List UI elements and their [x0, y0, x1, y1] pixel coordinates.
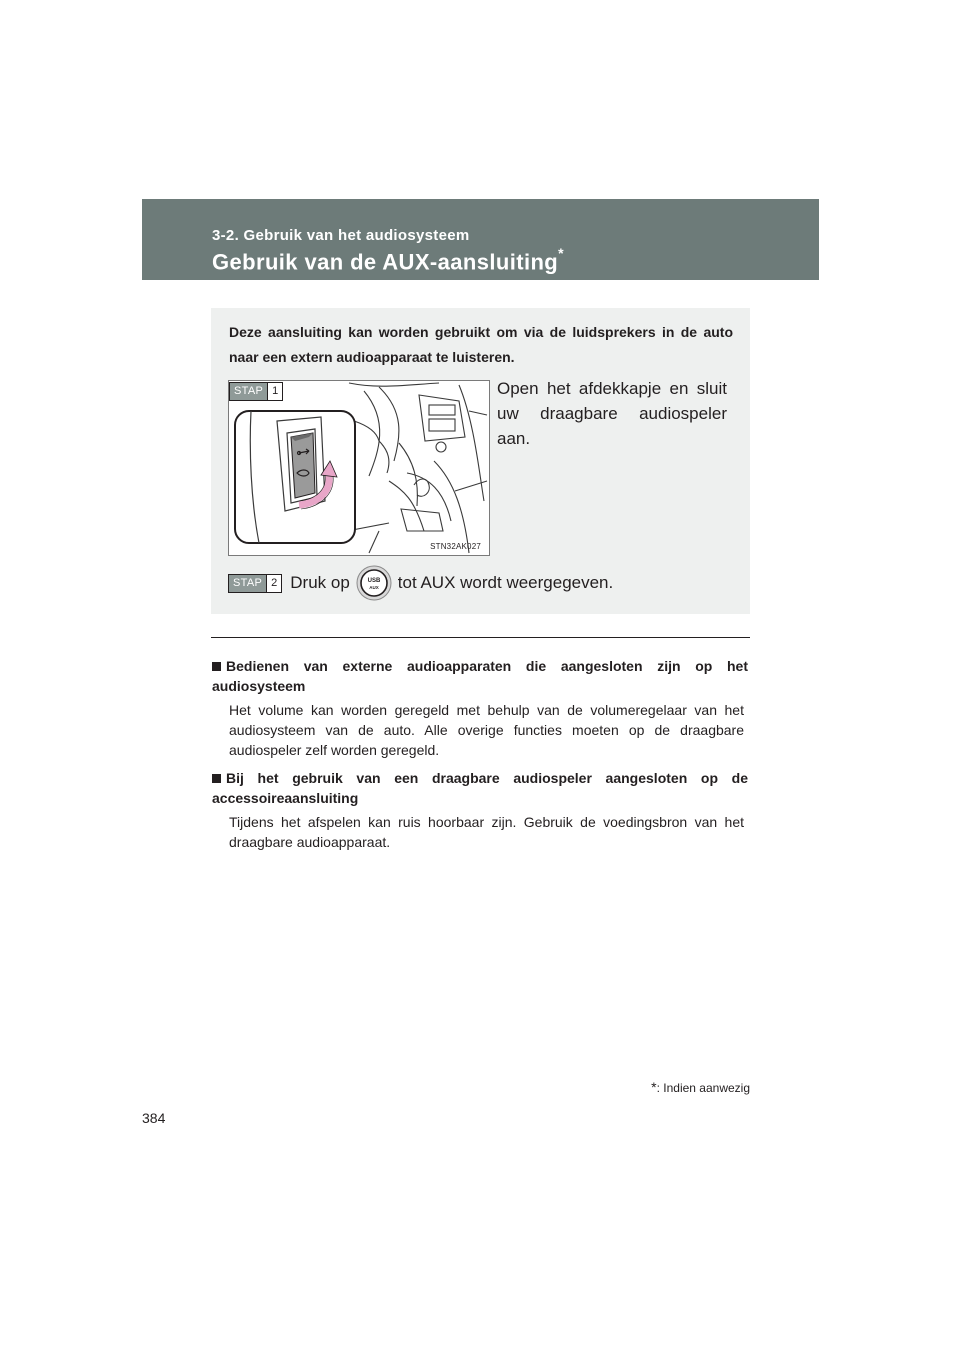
step-1-badge: STAP 1 — [229, 382, 283, 401]
step-2-text-before: Druk op — [290, 573, 350, 592]
step-2-badge: STAP 2 — [228, 574, 282, 593]
note-body-1: Het volume kan worden geregeld met behulp van de volumeregelaar van het audiosysteem van de auto. Alle overige functies moeten op de draagbare audiospeler zelf worden geregeld. — [229, 702, 744, 758]
note-heading-2: Bij het gebruik van een draagbare audiospeler aangesloten op de accessoireaansluiting — [212, 770, 748, 806]
step-2-row — [228, 565, 613, 601]
usb-label: USB — [367, 578, 381, 584]
page-number: 384 — [142, 1110, 166, 1126]
aux-label: AUX — [369, 585, 379, 590]
page-title: Gebruik van de AUX-aansluiting* — [212, 245, 564, 275]
footnote: *: Indien aanwezig — [651, 1079, 750, 1095]
aux-jack-illustration — [228, 380, 490, 556]
instruction-box — [211, 308, 750, 614]
asterisk-mark: * — [651, 1079, 657, 1095]
step-2-text-after: tot AUX wordt weergegeven. — [397, 573, 614, 592]
usb-aux-button-icon — [356, 565, 392, 601]
divider — [211, 637, 750, 638]
figure-code: STN32AK027 — [430, 542, 481, 551]
bullet-square-icon — [212, 774, 221, 783]
section-label: 3-2. Gebruik van het audiosysteem — [212, 227, 470, 244]
note-heading-1: Bedienen van externe audioapparaten die aangesloten zijn op het audiosysteem — [212, 658, 748, 694]
note-body-2: Tijdens het afspelen kan ruis hoorbaar zijn. Gebruik de voedingsbron van het draagbare audioapparaat. — [229, 814, 744, 850]
chapter-header — [142, 199, 819, 280]
dashboard-drawing — [229, 381, 489, 555]
asterisk-mark: * — [558, 245, 564, 261]
bullet-square-icon — [212, 662, 221, 671]
intro-text: Deze aansluiting kan worden gebruikt om via de luidsprekers in de auto naar een extern audioapparaat te luisteren. — [229, 324, 733, 365]
step-1-text: Open het afdekkapje en sluit uw draagbare audiospeler aan. — [497, 379, 727, 448]
